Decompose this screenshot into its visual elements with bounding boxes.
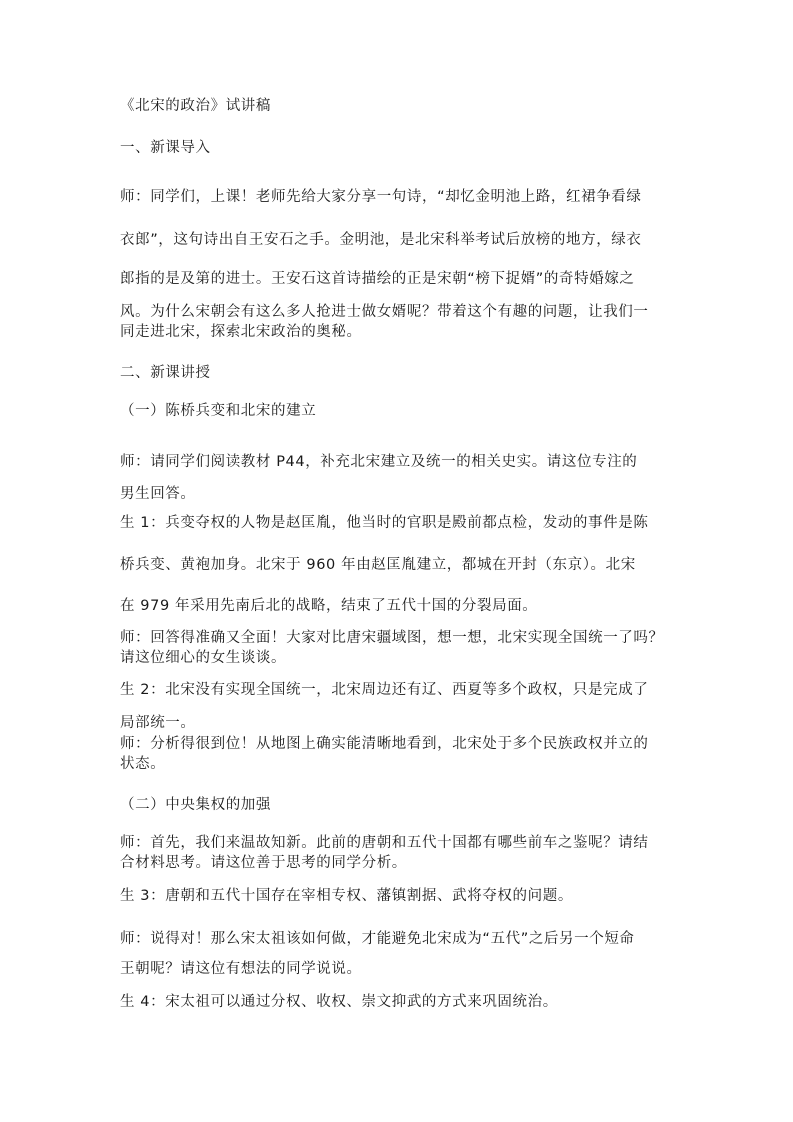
document-title: 《北宋的政治》试讲稿 [120,98,271,114]
paragraph-line: 郎指的是及第的进士。王安石这首诗描绘的正是宋朝“榜下捉婿”的奇特婚嫁之 [120,271,635,287]
paragraph-line: 衣郎”，这句诗出自王安石之手。金明池，是北宋科举考试后放榜的地方，绿衣 [120,232,642,248]
paragraph-line: 师：首先，我们来温故知新。此前的唐朝和五代十国都有哪些前车之鉴呢？请结 [120,835,649,851]
subsection-heading: （二）中央集权的加强 [120,797,271,813]
paragraph-line: 合材料思考。请这位善于思考的同学分析。 [120,855,407,871]
paragraph-line: 同走进北宋，探索北宋政治的奥秘。 [120,324,362,340]
paragraph-line: 王朝呢？请这位有想法的同学说说。 [120,961,362,977]
paragraph-line: 男生回答。 [120,486,196,502]
paragraph-line: 桥兵变、黄袍加身。北宋于 960 年由赵匡胤建立，都城在开封（东京）。北宋 [120,557,636,573]
paragraph-line: 师：同学们，上课！老师先给大家分享一句诗，“却忆金明池上路，红裙争看绿 [120,189,642,205]
paragraph-line: 局部统一。 [120,715,196,731]
paragraph-line: 风。为什么宋朝会有这么多人抢进士做女婿呢？带着这个有趣的问题，让我们一 [120,304,649,320]
paragraph-line: 在 979 年采用先南后北的战略，结束了五代十国的分裂局面。 [120,598,538,614]
paragraph-line: 生 2：北宋没有实现全国统一，北宋周边还有辽、西夏等多个政权，只是完成了 [120,682,649,698]
paragraph-line: 师：说得对！那么宋太祖该如何做，才能避免北宋成为“五代”之后另一个短命 [120,931,635,947]
paragraph-line: 状态。 [120,756,166,772]
section-heading: 二、新课讲授 [120,365,211,381]
paragraph-line: 生 1：兵变夺权的人物是赵匡胤，他当时的官职是殿前都点检，发动的事件是陈 [120,515,649,531]
paragraph-line: 师：分析得很到位！从地图上确实能清晰地看到，北宋处于多个民族政权并立的 [120,736,649,752]
paragraph-line: 生 3：唐朝和五代十国存在宰相专权、藩镇割据、武将夺权的问题。 [120,888,573,904]
paragraph-line: 师：请同学们阅读教材 P44，补充北宋建立及统一的相关史实。请这位专注的 [120,454,638,470]
paragraph-line: 师：回答得准确又全面！大家对比唐宋疆域图，想一想，北宋实现全国统一了吗？ [120,630,664,646]
section-heading: 一、新课导入 [120,140,211,156]
subsection-heading: （一）陈桥兵变和北宋的建立 [120,403,317,419]
paragraph-line: 生 4：宋太祖可以通过分权、收权、崇文抑武的方式来巩固统治。 [120,994,558,1010]
paragraph-line: 请这位细心的女生谈谈。 [120,650,287,666]
